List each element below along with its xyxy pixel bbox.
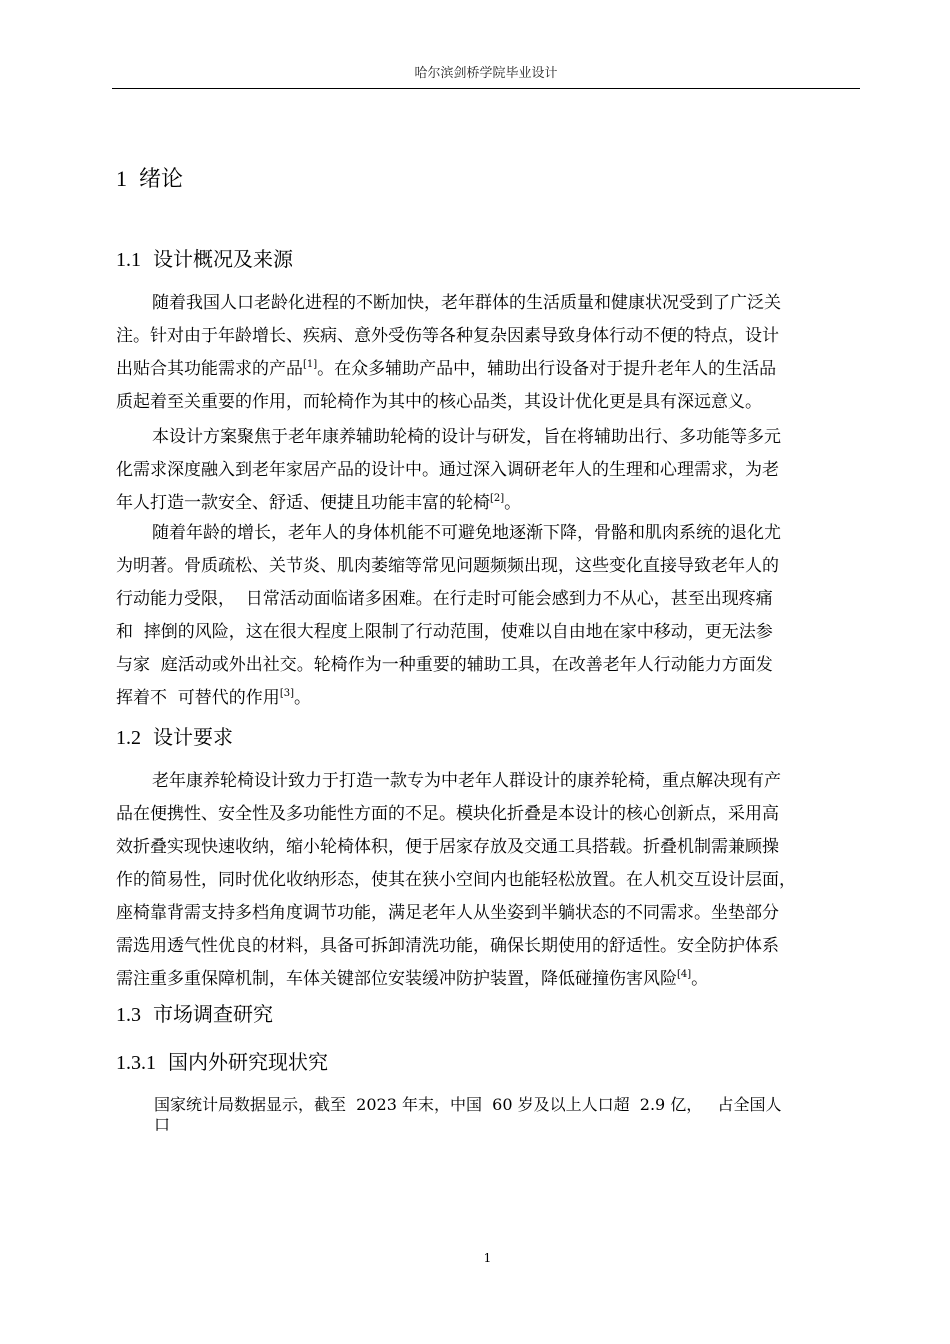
chapter-number: 1	[116, 166, 127, 191]
text-run: 出贴合其功能需求的产品	[116, 359, 303, 379]
paragraph-1-1-1	[116, 287, 860, 419]
text-run: 需注重多重保障机制，车体关键部位安装缓冲防护装置，降低碰撞伤害风险	[116, 969, 677, 989]
text-line: 国家统计局数据显示，截至 2023 年末，中国 60 岁及以上人口超 2.9 亿， 占全国人	[154, 1095, 782, 1114]
paragraph-1-1-3	[116, 517, 860, 715]
text-line: 座椅靠背需支持多档角度调节功能，满足老年人从坐姿到半躺状态的不同需求。坐垫部分	[116, 903, 779, 923]
text-line	[116, 353, 860, 386]
text-run: 。	[293, 688, 311, 708]
text-line: 需选用透气性优良的材料，具备可拆卸清洗功能，确保长期使用的舒适性。安全防护体系	[116, 936, 779, 956]
section-title: 国内外研究现状究	[168, 1050, 328, 1074]
section-title: 市场调查研究	[153, 1002, 273, 1026]
text-run: 。	[504, 493, 522, 513]
text-run: 。	[691, 969, 709, 989]
paragraph-1-1-2	[116, 421, 860, 520]
section-number: 1.3.1	[116, 1052, 156, 1074]
text-line: 作的简易性，同时优化收纳形态，使其在狭小空间内也能轻松放置。在人机交互设计层面，	[116, 870, 796, 890]
text-line: 与家 庭活动或外出社交。轮椅作为一种重要的辅助工具，在改善老年人行动能力方面发	[116, 655, 773, 675]
section-heading-1-1	[116, 244, 293, 275]
text-line: 口	[154, 1115, 171, 1134]
section-heading-1-2	[116, 722, 233, 753]
text-line: 品在便携性、安全性及多功能性方面的不足。模块化折叠是本设计的核心创新点，采用高	[116, 804, 779, 824]
text-run: 。在众多辅助产品中，辅助出行设备对于提升老年人的生活品	[317, 359, 777, 379]
paragraph-1-2-1	[116, 765, 860, 996]
section-title: 设计要求	[153, 725, 233, 749]
text-line	[116, 682, 860, 715]
chapter-heading	[116, 164, 183, 195]
text-run: 年人打造一款安全、舒适、便捷且功能丰富的轮椅	[116, 493, 490, 513]
text-line: 质起着至关重要的作用，而轮椅作为其中的核心品类，其设计优化更是具有深远意义。	[116, 392, 762, 412]
text-line: 随着我国人口老龄化进程的不断加快，老年群体的生活质量和健康状况受到了广泛关	[152, 293, 781, 313]
section-title: 设计概况及来源	[153, 247, 293, 271]
text-line: 化需求深度融入到老年家居产品的设计中。通过深入调研老年人的生理和心理需求，为老	[116, 460, 779, 480]
section-number: 1.2	[116, 727, 141, 749]
section-heading-1-3-1	[116, 1047, 328, 1078]
text-line: 效折叠实现快速收纳，缩小轮椅体积，便于居家存放及交通工具搭载。折叠机制需兼顾操	[116, 837, 779, 857]
text-line: 本设计方案聚焦于老年康养辅助轮椅的设计与研发，旨在将辅助出行、多功能等多元	[152, 427, 781, 447]
text-run: 挥着不 可替代的作用	[116, 688, 280, 708]
text-line: 注。针对由于年龄增长、疾病、意外受伤等各种复杂因素导致身体行动不便的特点，设计	[116, 326, 779, 346]
text-line: 随着年龄的增长，老年人的身体机能不可避免地逐渐下降，骨骼和肌肉系统的退化尤	[152, 523, 781, 543]
citation-ref-1: [1]	[303, 359, 318, 370]
citation-ref-2: [2]	[490, 493, 505, 504]
text-line: 行动能力受限， 日常活动面临诸多困难。在行走时可能会感到力不从心，甚至出现疼痛	[116, 589, 773, 609]
text-line: 和 摔倒的风险，这在很大程度上限制了行动范围，使难以自由地在家中移动，更无法参	[116, 622, 773, 642]
citation-ref-3: [3]	[279, 688, 294, 699]
section-number: 1.1	[116, 249, 141, 271]
page-header: 哈尔滨剑桥学院毕业设计	[414, 66, 558, 81]
text-line	[116, 487, 860, 520]
header-rule	[112, 88, 860, 89]
section-number: 1.3	[116, 1004, 141, 1026]
citation-ref-4: [4]	[677, 969, 692, 980]
section-heading-1-3	[116, 999, 273, 1030]
text-line	[116, 963, 860, 996]
text-line: 老年康养轮椅设计致力于打造一款专为中老年人群设计的康养轮椅，重点解决现有产	[152, 771, 781, 791]
paragraph-1-3-1-1	[154, 1095, 860, 1135]
text-line: 为明著。骨质疏松、关节炎、肌肉萎缩等常见问题频频出现，这些变化直接导致老年人的	[116, 556, 779, 576]
page-number: 1	[483, 1251, 492, 1265]
chapter-title: 绪论	[139, 167, 184, 192]
